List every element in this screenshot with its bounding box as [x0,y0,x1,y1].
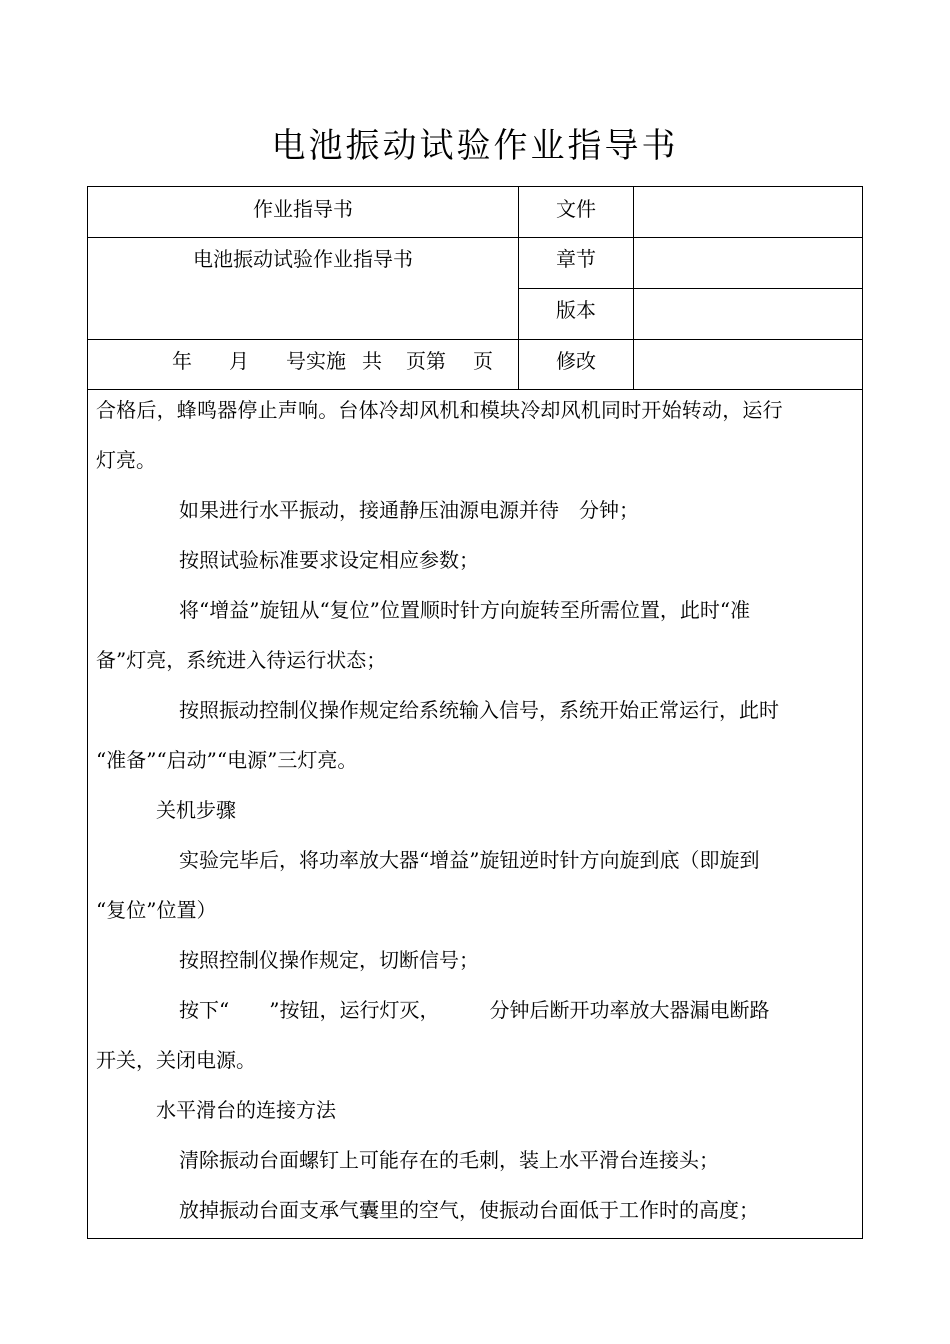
section-heading-shutdown: 关机步骤 [156,798,236,822]
body-line-3: 如果进行水平振动，接通静压油源电源并待 分钟； [179,498,639,522]
body-line-11: “复位”位置） [96,898,217,922]
body-line-4: 按照试验标准要求设定相应参数； [179,548,479,572]
body-line-8: “准备”“启动”“电源”三灯亮。 [96,748,358,772]
doc-type-cell: 作业指导书 [253,197,353,221]
file-label: 文件 [556,197,596,221]
chapter-label: 章节 [556,247,596,271]
body-line-14: 开关，关闭电源。 [96,1048,256,1072]
version-label: 版本 [556,298,596,322]
doc-name-cell: 电池振动试验作业指导书 [193,247,413,271]
implement-date-cell [88,348,518,374]
day-implement-label: 号实施 [286,349,346,373]
body-line-6: 备”灯亮，系统进入待运行状态； [96,648,387,672]
header-row-line-1 [88,237,862,238]
body-line-1: 合格后，蜂鸣器停止声响。台体冷却风机和模块冷却风机同时开始转动，运行 [96,398,783,422]
body-line-5: 将“增益”旋钮从“复位”位置顺时针方向旋转至所需位置，此时“准 [179,598,751,622]
revision-label: 修改 [556,349,596,373]
page-no-label: 页第 [406,349,446,373]
body-line-10: 实验完毕后，将功率放大器“增益”旋钮逆时针方向旋到底（即旋到 [179,848,760,872]
header-table [87,186,863,390]
body-line-17: 放掉振动台面支承气囊里的空气，使振动台面低于工作时的高度； [179,1198,759,1222]
total-label: 共 [362,349,382,373]
body-line-2: 灯亮。 [96,448,156,472]
body-line-13: 按下“ ”按钮，运行灯灭， 分钟后断开功率放大器漏电断路 [179,998,770,1022]
document-title: 电池振动试验作业指导书 [271,126,679,166]
section-heading-slide-table: 水平滑台的连接方法 [156,1098,336,1122]
month-label: 月 [229,349,249,373]
body-line-7: 按照振动控制仪操作规定给系统输入信号，系统开始正常运行，此时 [179,698,779,722]
body-line-16: 清除振动台面螺钉上可能存在的毛刺，装上水平滑台连接头； [179,1148,719,1172]
body-line-12: 按照控制仪操作规定，切断信号； [179,948,479,972]
year-label: 年 [172,349,192,373]
header-row-line-3 [88,339,862,340]
page-label: 页 [473,349,493,373]
header-row-line-2 [518,288,862,289]
